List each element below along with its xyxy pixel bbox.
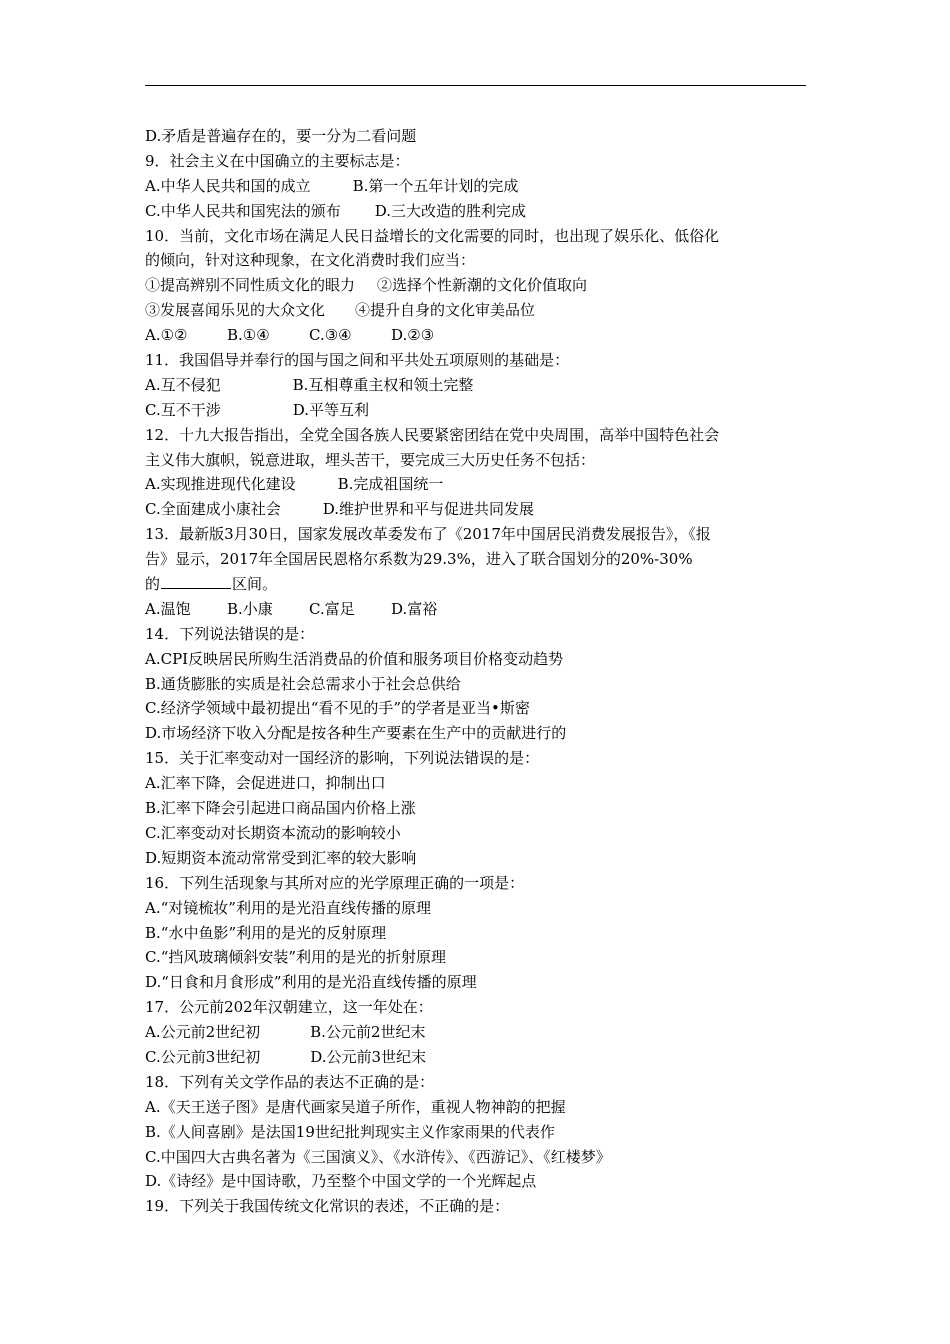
option-right: B.第一个五年计划的完成 xyxy=(352,176,519,195)
option-item: C.③④ xyxy=(309,326,352,345)
text-line: 10．当前，文化市场在满足人民日益增长的文化需要的同时，也出现了娱乐化、低俗化 xyxy=(145,226,720,245)
text-line: C.“挡风玻璃倾斜安装”利用的是光的折射原理 xyxy=(145,948,447,967)
option-left: C.中华人民共和国宪法的颁布 xyxy=(145,201,341,220)
text-line: B.“水中鱼影”利用的是光的反射原理 xyxy=(145,923,387,942)
text-line: A.《天王送子图》是唐代画家吴道子所作，重视人物神韵的把握 xyxy=(145,1097,566,1116)
option-row xyxy=(145,199,806,224)
text-line: 9．社会主义在中国确立的主要标志是： xyxy=(145,151,410,170)
option-item: D.富裕 xyxy=(391,599,438,618)
option-row xyxy=(145,497,806,522)
option-right: B.公元前2世纪末 xyxy=(310,1023,426,1042)
text-line: A.汇率下降，会促进进口，抑制出口 xyxy=(145,774,386,793)
option-right: D.维护世界和平与促进共同发展 xyxy=(322,500,534,519)
option-left: A.实现推进现代化建设 xyxy=(145,475,296,494)
option-right: D.三大改造的胜利完成 xyxy=(374,201,526,220)
option-row xyxy=(145,373,806,398)
option-row xyxy=(145,1020,806,1045)
option-row xyxy=(145,398,806,423)
text-line: 的倾向，针对这种现象，在文化消费时我们应当： xyxy=(145,251,476,270)
option-item: A.温饱 xyxy=(145,599,191,618)
text-line: 11．我国倡导并奉行的国与国之间和平共处五项原则的基础是： xyxy=(145,351,570,370)
text-line: 14．下列说法错误的是： xyxy=(145,624,315,643)
text-line: B.《人间喜剧》是法国19世纪批判现实主义作家雨果的代表作 xyxy=(145,1122,555,1141)
text-line: C.经济学领域中最初提出“看不见的手”的学者是亚当•斯密 xyxy=(145,699,530,718)
text-line: D.“日食和月食形成”利用的是光沿直线传播的原理 xyxy=(145,973,477,992)
option-right: D.公元前3世纪末 xyxy=(310,1047,427,1066)
option-left: C.互不干涉 xyxy=(145,400,221,419)
text-line: D.短期资本流动常常受到汇率的较大影响 xyxy=(145,848,417,867)
option-row xyxy=(145,597,806,622)
text-line: D.市场经济下收入分配是按各种生产要素在生产中的贡献进行的 xyxy=(145,724,567,743)
option-item: D.②③ xyxy=(391,326,435,345)
option-right: ②选择个性新潮的文化价值取向 xyxy=(377,276,588,295)
text-line: C.中国四大古典名著为《三国演义》、《水浒传》、《西游记》、《红楼梦》 xyxy=(145,1147,611,1166)
text-line: A.“对镜梳妆”利用的是光沿直线传播的原理 xyxy=(145,898,431,917)
text-line: B.通货膨胀的实质是社会总需求小于社会总供给 xyxy=(145,674,461,693)
exam-content xyxy=(145,124,806,1219)
blank-prefix: 的 xyxy=(145,575,161,594)
blank-suffix: 区间。 xyxy=(232,575,278,594)
option-right: D.平等互利 xyxy=(292,400,369,419)
answer-blank xyxy=(161,572,231,589)
option-left: A.公元前2世纪初 xyxy=(145,1023,261,1042)
text-line: D.《诗经》是中国诗歌，乃至整个中国文学的一个光辉起点 xyxy=(145,1172,537,1191)
option-row xyxy=(145,323,806,348)
option-left: A.中华人民共和国的成立 xyxy=(145,176,311,195)
text-line: A.CPI反映居民所购生活消费品的价值和服务项目价格变动趋势 xyxy=(145,649,564,668)
option-row xyxy=(145,174,806,199)
text-line: C.汇率变动对长期资本流动的影响较小 xyxy=(145,823,401,842)
option-left: A.互不侵犯 xyxy=(145,375,221,394)
option-left: ①提高辨别不同性质文化的眼力 xyxy=(145,276,356,295)
text-line: B.汇率下降会引起进口商品国内价格上涨 xyxy=(145,799,416,818)
text-line: 13．最新版3月30日，国家发展改革委发布了《2017年中国居民消费发展报告》，《报 xyxy=(145,525,711,544)
text-line: 18．下列有关文学作品的表达不正确的是： xyxy=(145,1072,435,1091)
option-left: ③发展喜闻乐见的大众文化 xyxy=(145,301,326,320)
option-left: C.全面建成小康社会 xyxy=(145,500,281,519)
text-line: 19．下列关于我国传统文化常识的表述，不正确的是： xyxy=(145,1197,510,1216)
text-line: 15．关于汇率变动对一国经济的影响，下列说法错误的是： xyxy=(145,749,540,768)
text-line: 12．十九大报告指出，全党全国各族人民要紧密团结在党中央周围，高举中国特色社会 xyxy=(145,425,720,444)
header-rule xyxy=(145,85,806,86)
text-line: 告》显示，2017年全国居民恩格尔系数为29.3%，进入了联合国划分的20%-30% xyxy=(145,550,693,569)
option-right: B.互相尊重主权和领土完整 xyxy=(292,375,474,394)
text-line: 16．下列生活现象与其所对应的光学原理正确的一项是： xyxy=(145,873,525,892)
text-line: D.矛盾是普遍存在的，要一分为二看问题 xyxy=(145,127,417,145)
option-left: C.公元前3世纪初 xyxy=(145,1047,261,1066)
text-line: 17．公元前202年汉朝建立，这一年处在： xyxy=(145,998,433,1017)
option-row xyxy=(145,273,806,298)
fill-blank-line xyxy=(145,572,806,597)
option-right: ④提升自身的文化审美品位 xyxy=(355,301,536,320)
text-line: 主义伟大旗帜，锐意进取，埋头苦干，要完成三大历史任务不包括： xyxy=(145,450,596,469)
option-item: B.①④ xyxy=(227,326,270,345)
option-item: B.小康 xyxy=(227,599,273,618)
option-item: C.富足 xyxy=(309,599,355,618)
option-row xyxy=(145,1045,806,1070)
option-row xyxy=(145,298,806,323)
option-row xyxy=(145,472,806,497)
option-right: B.完成祖国统一 xyxy=(337,475,444,494)
option-item: A.①② xyxy=(145,326,188,345)
